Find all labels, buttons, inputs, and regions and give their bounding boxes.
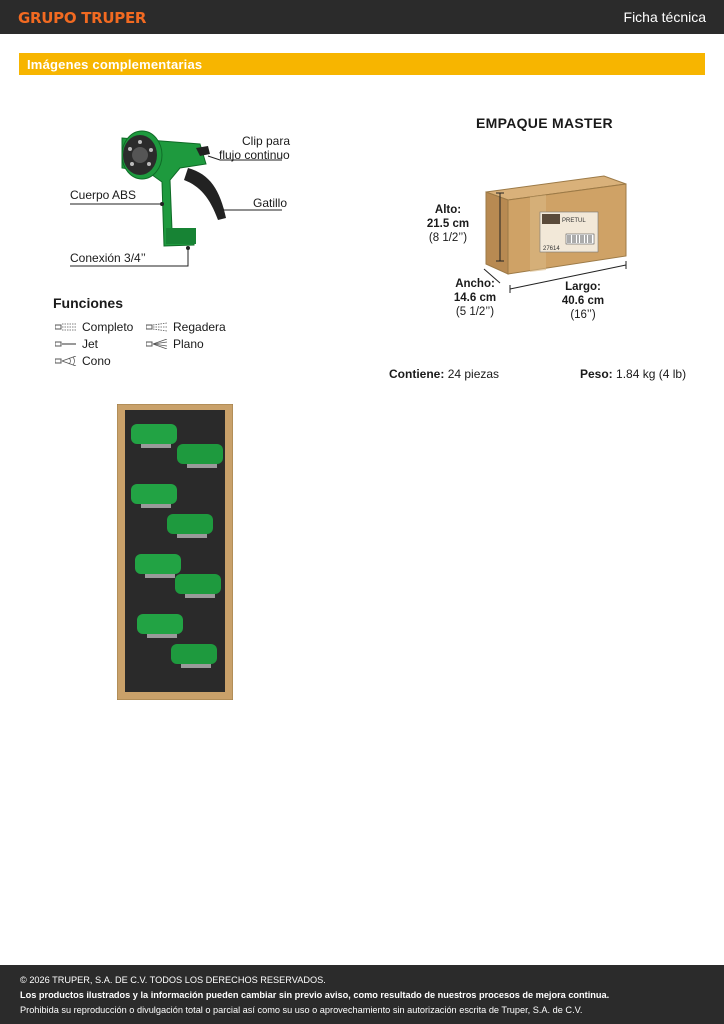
- top-header-bar: [0, 0, 724, 34]
- contents-info: [389, 367, 499, 381]
- footer-notice: Los productos ilustrados y la información pueden cambiar sin previo aviso, como resultado de nuestros procesos de mejora continua.: [20, 990, 610, 1000]
- height-imperial: (8 1/2’’): [428, 232, 468, 244]
- packed-nozzle-trigger: [177, 534, 207, 538]
- packed-nozzle: [175, 574, 221, 594]
- length-imperial: (16’’): [570, 309, 596, 321]
- footer-copyright: © 2026 TRUPER, S.A. DE C.V. TODOS LOS DERECHOS RESERVADOS.: [20, 975, 326, 985]
- length-dimension: [558, 280, 608, 322]
- trigger-label: Gatillo: [253, 196, 288, 210]
- spray-full-icon: [55, 322, 77, 332]
- function-label: Plano: [173, 337, 204, 351]
- box-code-text: 27614: [543, 246, 560, 252]
- contents-value: 24 piezas: [447, 367, 500, 381]
- body-label: Cuerpo ABS: [70, 188, 137, 202]
- height-label: Alto:: [434, 204, 462, 216]
- packed-nozzle-trigger: [187, 464, 217, 468]
- clip-label-line2: flujo continuo: [219, 148, 290, 162]
- width-metric: 14.6 cm: [453, 292, 497, 304]
- width-imperial: (5 1/2’’): [455, 306, 495, 318]
- clip-label: [242, 134, 290, 148]
- packed-nozzle-trigger: [141, 444, 171, 448]
- length-metric: 40.6 cm: [561, 295, 605, 307]
- packed-nozzle-trigger: [181, 664, 211, 668]
- master-pack-title: EMPAQUE MASTER: [476, 115, 613, 131]
- connection-label: Conexión 3/4’’: [70, 251, 146, 265]
- packed-nozzle: [131, 484, 177, 504]
- function-label: Jet: [82, 337, 99, 351]
- clip-label-line1: Clip para: [242, 134, 291, 148]
- packed-nozzle: [171, 644, 217, 664]
- packed-nozzle: [131, 424, 177, 444]
- weight-info: [580, 367, 686, 381]
- packed-nozzle: [137, 614, 183, 634]
- function-label: Regadera: [173, 320, 226, 334]
- function-item-plano: [146, 337, 204, 351]
- function-item-completo: [55, 320, 133, 334]
- section-title: Imágenes complementarias: [27, 57, 203, 72]
- footer-prohibition: Prohibida su reproducción o divulgación total o parcial así como su uso o aprovechamiento sin autorización escrita de Truper, S.A. de C.V.: [20, 1005, 583, 1015]
- open-box-photo: [117, 404, 233, 700]
- functions-title: Funciones: [53, 295, 124, 311]
- weight-value: 1.84 kg (4 lb): [616, 367, 687, 381]
- box-brand-text: PRETUL: [562, 218, 586, 224]
- packed-nozzle-trigger: [185, 594, 215, 598]
- packed-nozzle-trigger: [147, 634, 177, 638]
- packed-nozzle: [135, 554, 181, 574]
- width-label: Ancho:: [455, 278, 495, 290]
- packed-nozzle: [167, 514, 213, 534]
- spray-flat-icon: [146, 339, 168, 349]
- spray-cone-icon: [55, 356, 77, 366]
- height-dimension: [424, 203, 472, 245]
- height-metric: 21.5 cm: [426, 218, 470, 230]
- function-label: Completo: [82, 320, 134, 334]
- document-type-label: Ficha técnica: [623, 9, 706, 25]
- section-header-bar: [19, 53, 705, 75]
- spray-jet-icon: [55, 339, 77, 349]
- weight-label: Peso:: [580, 367, 613, 381]
- function-item-regadera: [146, 320, 226, 334]
- function-item-cono: [55, 354, 111, 368]
- footer-bar: [0, 965, 724, 1024]
- packed-nozzle: [177, 444, 223, 464]
- brand-logo: GRUPO TRUPER: [18, 9, 147, 27]
- packed-nozzle-trigger: [145, 574, 175, 578]
- spray-shower-icon: [146, 322, 168, 332]
- contents-label: Contiene:: [389, 367, 445, 381]
- function-label: Cono: [82, 354, 111, 368]
- width-dimension: [451, 277, 499, 319]
- function-item-jet: [55, 337, 98, 351]
- length-label: Largo:: [565, 281, 601, 293]
- packed-nozzle-trigger: [141, 504, 171, 508]
